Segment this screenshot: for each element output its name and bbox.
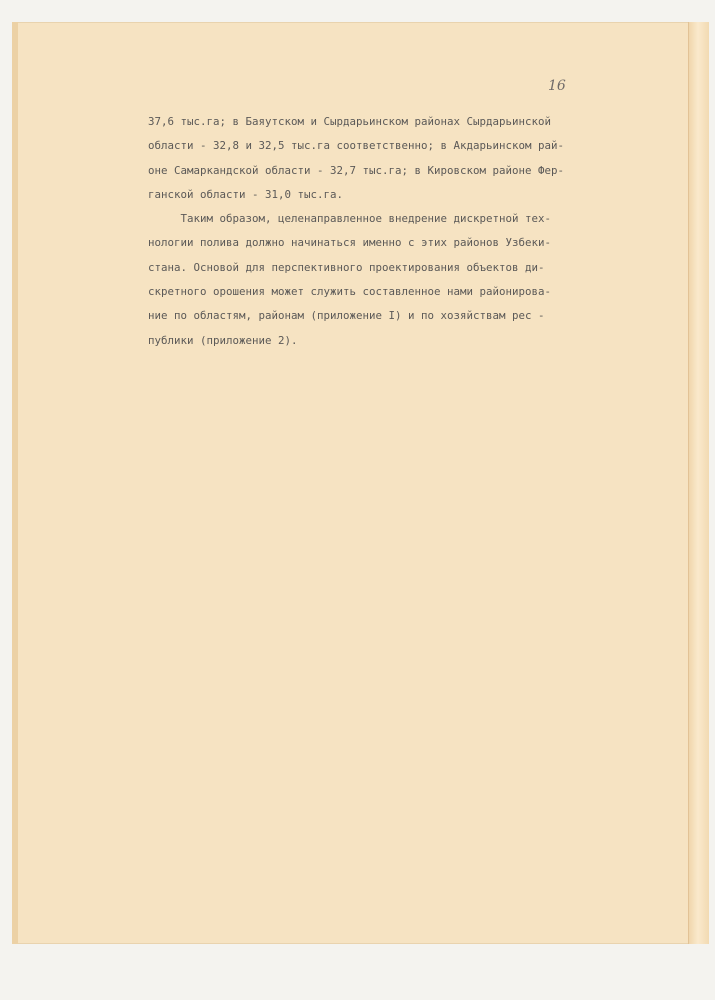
text-line: публики (приложение 2). [148, 333, 298, 347]
text-line: стана. Основой для перспективного проектирования объектов ди- [148, 260, 545, 274]
body-text [148, 110, 596, 353]
text-line: нологии полива должно начинаться именно с этих районов Узбеки- [148, 236, 552, 250]
text-line: ганской области - 31,0 тыс.га. [148, 187, 344, 201]
text-line: 37,6 тыс.га; в Баяутском и Сырдарьинском районах Сырдарьинской [148, 115, 552, 128]
page-left-edge [12, 22, 18, 944]
page-right-edge [688, 22, 709, 944]
text-line: области - 32,8 и 32,5 тыс.га соответственно; в Акдарьинском рай- [148, 139, 565, 153]
text-line: оне Самаркандской области - 32,7 тыс.га; в Кировском районе Фер- [148, 163, 565, 177]
page-number: 16 [548, 78, 566, 94]
text-line: ние по областям, районам (приложение I) и по хозяйствам рес - [148, 309, 545, 323]
text-line: Таким образом, целенаправленное внедрение дискретной тех- [148, 212, 552, 226]
text-line: скретного орошения может служить составленное нами районирова- [148, 285, 552, 299]
